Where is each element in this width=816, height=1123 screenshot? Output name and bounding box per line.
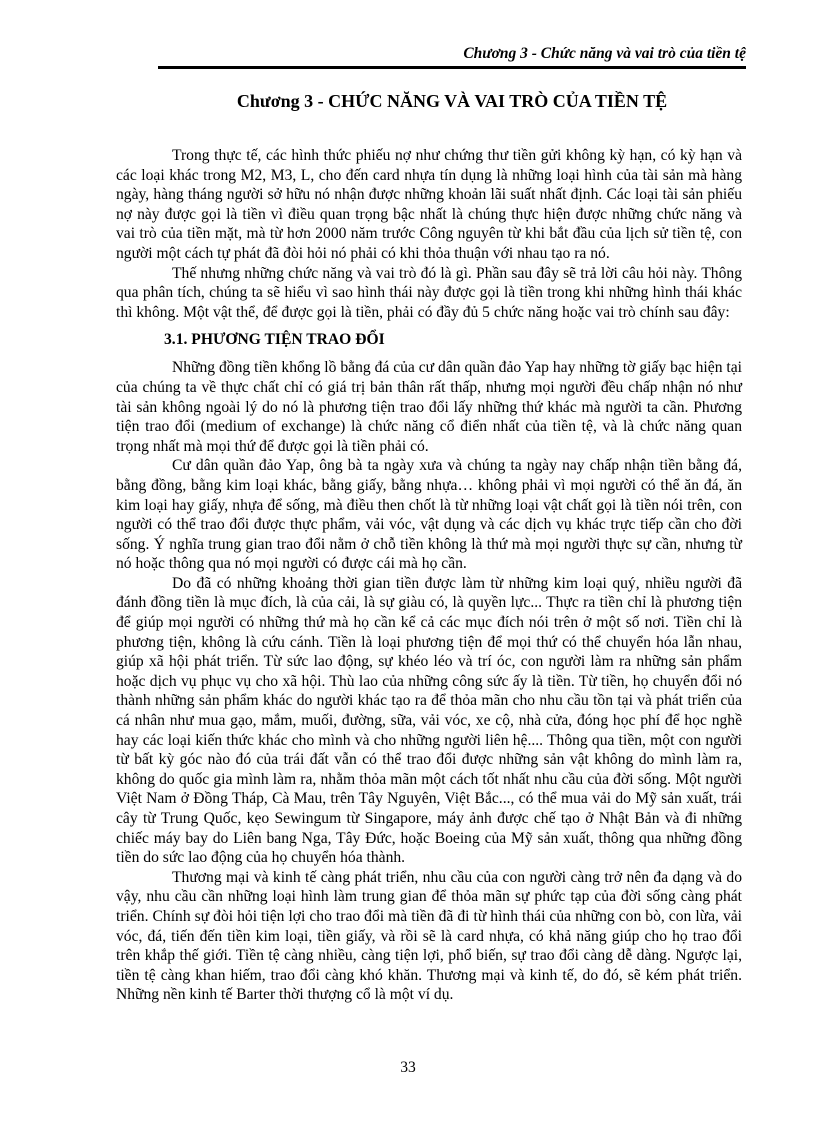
section-heading: 3.1. PHƯƠNG TIỆN TRAO ĐỔI bbox=[164, 331, 385, 349]
page-number: 33 bbox=[400, 1059, 416, 1076]
paragraph: Thương mại và kinh tế càng phát triển, nhu cầu của con người càng trở nên đa dạng và do vậy, nhu cầu cần những loại hình làm trung gian để thỏa mãn sự phức tạp của đời sống càng phát triển. Chính sự đòi hỏi tiện lợi cho trao đổi mà tiền đã đi từ hình thái của những con bò, con lừa, vải vóc, đá, tiến đến tiền kim loại, tiền giấy, và rồi sẽ là card nhựa, có khả năng giúp cho họ trao đổi trên khắp thế giới. Tiền tệ càng nhiều, càng tiện lợi, phổ biến, sự trao đổi càng dễ dàng. Ngược lại, tiền tệ càng khan hiếm, trao đổi càng khó khăn. Thương mại và kinh tế, do đó, sẽ kém phát triển. Những nền kinh tế Barter thời thượng cổ là một ví dụ. bbox=[116, 868, 742, 1004]
header-divider bbox=[158, 66, 746, 69]
body-text bbox=[116, 146, 742, 1005]
paragraph: Trong thực tế, các hình thức phiếu nợ như chứng thư tiền gửi không kỳ hạn, có kỳ hạn và các loại khác trong M2, M3, L, cho đến card nhựa tín dụng là những loại hình của tài sản mà hàng ngày, hàng tháng người sở hữu nó nhận được những khoản lãi suất nhất định. Các loại tài sản phiếu nợ này được gọi là tiền vì điều quan trọng bậc nhất là chúng thực hiện được những chức năng và vai trò của tiền mặt, mà từ hơn 2000 năm trước Công nguyên từ khi bắt đầu của lịch sử tiền tệ, con người một cách tự phát đã đòi hỏi nó phải có khi thỏa thuận với nhau tạo ra nó. bbox=[116, 147, 742, 262]
paragraph: Cư dân quần đảo Yap, ông bà ta ngày xưa và chúng ta ngày nay chấp nhận tiền bằng đá, bằng đồng, bằng kim loại khác, bằng giấy, bằng nhựa… không phải vì mọi người có thể ăn đá, ăn kim loại hay giấy, nhựa để sống, mà điều then chốt là từ những loại vật chất gọi là tiền nói trên, con người có thể trao đổi được thực phẩm, vải vóc, vật dụng và các dịch vụ khác trực tiếp cần cho đời sống. Ý nghĩa trung gian trao đổi nằm ở chỗ tiền không là thứ mà mọi người thực sự cần, nhưng từ nó hoặc thông qua nó mọi người có được cái mà họ cần. bbox=[116, 457, 742, 573]
paragraph: Do đã có những khoảng thời gian tiền được làm từ những kim loại quý, nhiều người đã đánh đồng tiền là mục đích, là của cải, là sự giàu có, là quyền lực... Thực ra tiền chỉ là phương tiện để giúp mọi người có những thứ mà họ cần kể cả các mục đích nói trên ở một số nơi. Tiền chỉ là phương tiện, không là cứu cánh. Tiền là loại phương tiện để mọi thứ có thể chuyển hóa lẫn nhau, giúp xã hội phát triển. Từ sức lao động, sự khéo léo và trí óc, con người làm ra những sản phẩm hoặc dịch vụ phục vụ cho xã hội. Thù lao của những công sức ấy là tiền. Từ tiền, họ chuyển đổi nó thành những sản phẩm khác do người khác tạo ra để thỏa mãn cho nhu cầu tồn tại và phát triển của cá nhân như mua gạo, mắm, muối, đường, sữa, vải vóc, xe cộ, nhà cửa, đóng học phí để học nghề hay các loại kiến thức khác cho mình và cho những người liên hệ.... Thông qua tiền, một con người từ bất kỳ góc nào đó của trái đất vẫn có thể trao đổi được những sản vật không do mình làm ra, không do quốc gia mình làm ra, nhằm thỏa mãn một cách tốt nhất nhu cầu của đời sống. Một người Việt Nam ở Đồng Tháp, Cà Mau, trên Tây Nguyên, Việt Bắc..., có thể mua vải do Mỹ sản xuất, trái cây từ Trung Quốc, kẹo Sewingum từ Singapore, máy ảnh được chế tạo ở Nhật Bản và đi những chiếc máy bay do Liên bang Nga, Tây Đức, hoặc Boeing của Mỹ sản xuất, thông qua những đồng tiền do sức lao động của họ chuyển hóa thành. bbox=[116, 574, 742, 867]
running-header: Chương 3 - Chức năng và vai trò của tiền tệ bbox=[463, 45, 746, 62]
paragraph: Thế nhưng những chức năng và vai trò đó là gì. Phần sau đây sẽ trả lời câu hỏi này. Thông qua phân tích, chúng ta sẽ hiểu vì sao hình thái này được gọi là tiền trong khi những hình thái khác thì không. Một vật thể, để được gọi là tiền, phải có đầy đủ 5 chức năng hoặc vai trò chính sau đây: bbox=[116, 264, 742, 321]
chapter-title: Chương 3 - CHỨC NĂNG VÀ VAI TRÒ CỦA TIỀN TỆ bbox=[236, 91, 668, 111]
paragraph: Những đồng tiền khổng lồ bằng đá của cư dân quần đảo Yap hay những tờ giấy bạc hiện tại của chúng ta về thực chất chỉ có giá trị bản thân rất thấp, nhưng mọi người đều chấp nhận nó như tài sản không ngoài lý do nó là phương tiện trao đổi lấy những thứ khác mà người ta cần. Phương tiện trao đổi (medium of exchange) là chức năng cổ điển nhất của tiền tệ, và là chức năng quan trọng nhất mà mọi thứ để được gọi là tiền phải có. bbox=[116, 359, 742, 455]
